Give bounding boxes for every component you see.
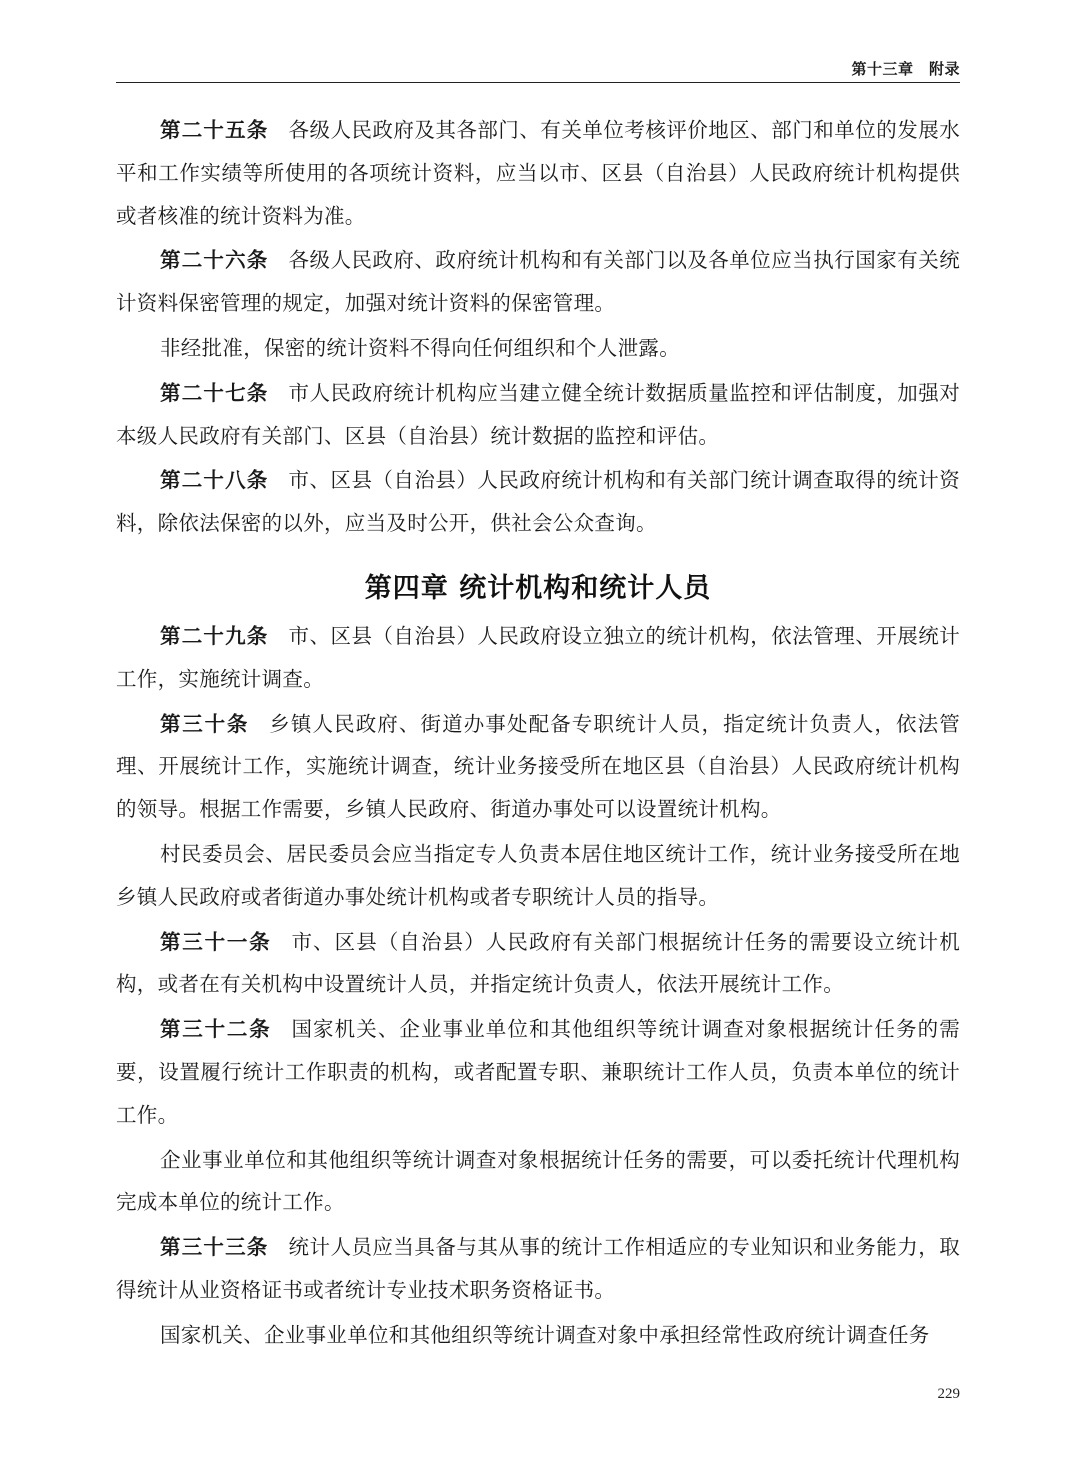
article-number: 第二十七条 — [160, 380, 269, 405]
article-text: 市、区县（自治县）人民政府设立独立的统计机构，依法管理、开展统计工作，实施统计调查。 — [116, 623, 960, 691]
chapter-title: 第四章 统计机构和统计人员 — [364, 572, 712, 604]
article-33 — [116, 1226, 960, 1312]
article-25 — [116, 109, 960, 237]
article-text: 国家机关、企业事业单位和其他组织等统计调查对象根据统计任务的需要，设置履行统计工作职责的机构，或者配置专职、兼职统计工作人员，负责本单位的统计工作。 — [116, 1017, 960, 1127]
article-text: 各级人民政府、政府统计机构和有关部门以及各单位应当执行国家有关统计资料保密管理的规定，加强对统计资料的保密管理。 — [116, 248, 960, 316]
paragraph-text: 国家机关、企业事业单位和其他组织等统计调查对象中承担经常性政府统计调查任务 — [160, 1322, 930, 1347]
page-number: 229 — [937, 1386, 960, 1402]
article-26 — [116, 239, 960, 325]
article-31 — [116, 921, 960, 1007]
article-27 — [116, 372, 960, 458]
article-text: 各级人民政府及其各部门、有关单位考核评价地区、部门和单位的发展水平和工作实绩等所使用的各项统计资料，应当以市、区县（自治县）人民政府统计机构提供或者核准的统计资料为准。 — [116, 118, 960, 228]
paragraph-text: 村民委员会、居民委员会应当指定专人负责本居住地区统计工作，统计业务接受所在地乡镇人民政府或者街道办事处统计机构或者专职统计人员的指导。 — [116, 841, 960, 909]
article-text: 市、区县（自治县）人民政府统计机构和有关部门统计调查取得的统计资料，除依法保密的以外，应当及时公开，供社会公众查询。 — [116, 468, 960, 536]
article-number: 第三十二条 — [160, 1017, 272, 1042]
article-29 — [116, 615, 960, 701]
article-text: 乡镇人民政府、街道办事处配备专职统计人员，指定统计负责人，依法管理、开展统计工作，实施统计调查，统计业务接受所在地区县（自治县）人民政府统计机构的领导。根据工作需要，乡镇人民政府、街道办事处可以设置统计机构。 — [116, 711, 960, 822]
article-number: 第二十八条 — [160, 468, 269, 493]
article-number: 第二十六条 — [160, 248, 269, 273]
article-30 — [116, 703, 960, 831]
paragraph — [116, 833, 960, 919]
article-text: 统计人员应当具备与其从事的统计工作相适应的专业知识和业务能力，取得统计从业资格证书或者统计专业技术职务资格证书。 — [116, 1235, 960, 1302]
article-32 — [116, 1008, 960, 1136]
article-text: 市、区县（自治县）人民政府有关部门根据统计任务的需要设立统计机构，或者在有关机构中设置统计人员，并指定统计负责人，依法开展统计工作。 — [116, 929, 960, 997]
article-number: 第三十条 — [160, 711, 250, 736]
paragraph — [116, 1139, 960, 1225]
article-28 — [116, 459, 960, 545]
article-number: 第三十三条 — [160, 1235, 269, 1260]
paragraph — [116, 1314, 960, 1357]
paragraph — [116, 327, 960, 370]
running-header: 第十三章 附录 — [851, 60, 960, 78]
paragraph-text: 企业事业单位和其他组织等统计调查对象根据统计任务的需要，可以委托统计代理机构完成本单位的统计工作。 — [116, 1147, 960, 1215]
article-number: 第三十一条 — [160, 929, 272, 954]
article-number: 第二十九条 — [160, 623, 269, 648]
article-text: 市人民政府统计机构应当建立健全统计数据质量监控和评估制度，加强对本级人民政府有关部门、区县（自治县）统计数据的监控和评估。 — [116, 380, 960, 448]
header-rule — [116, 82, 960, 83]
paragraph-text: 非经批准，保密的统计资料不得向任何组织和个人泄露。 — [160, 335, 680, 360]
article-number: 第二十五条 — [160, 118, 269, 142]
body-text — [116, 109, 960, 1359]
